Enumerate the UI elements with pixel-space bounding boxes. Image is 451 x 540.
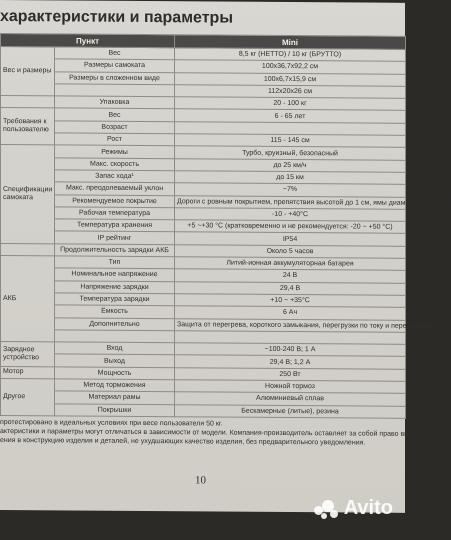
parameter-cell: Метод торможения xyxy=(55,379,175,392)
value-cell: 6 Ач xyxy=(175,306,406,320)
avito-watermark xyxy=(314,497,393,520)
category-cell: Зарядное устройство xyxy=(1,342,55,367)
specs-table xyxy=(0,33,451,419)
category-cell: Вес и размеры xyxy=(1,47,55,97)
value-cell: +5 ~+30 °С (кратковременно и не рекомендуется: -20 ~ +50 °С) xyxy=(175,220,406,234)
value-cell: Ножной тормоз xyxy=(175,380,406,394)
table-row xyxy=(1,403,406,418)
value-cell: Алюминиевый сплав xyxy=(175,392,406,406)
parameter-cell: Рабочая температура xyxy=(55,207,175,220)
value-cell: 112х20х26 см xyxy=(175,85,406,99)
category-cell xyxy=(1,96,55,109)
page-title: характеристики и параметры xyxy=(0,8,233,27)
parameter-cell: Тип xyxy=(55,256,175,269)
parameter-cell: Ёмкость xyxy=(55,305,175,318)
parameter-cell: Упаковка xyxy=(55,96,175,109)
parameter-cell: IP рейтинг xyxy=(55,231,175,244)
parameter-cell: Выход xyxy=(55,354,175,367)
value-cell: Бескамерные (литые), резина xyxy=(175,404,406,418)
parameter-cell: Номинальное напряжение xyxy=(55,268,175,281)
parameter-cell: Вес xyxy=(55,108,175,121)
avito-watermark-text: Avito xyxy=(343,497,393,519)
parameter-cell: Продолжительность зарядки АКБ xyxy=(55,244,175,257)
parameter-cell: Запас хода¹ xyxy=(55,170,175,183)
parameter-cell xyxy=(55,330,175,343)
value-cell: +10 ~ +35°С xyxy=(175,294,406,308)
parameter-cell: Напряжение зарядки xyxy=(55,281,175,294)
column-header-model: Mini xyxy=(175,35,406,50)
value-cell: ~7% xyxy=(175,183,406,197)
column-header-item: Пункт xyxy=(1,34,175,48)
category-cell: Требования к пользователю xyxy=(1,108,55,145)
footnotes xyxy=(0,418,412,448)
footnote-line: ения в конструкцию изделия и деталей, не ухудшающих качество изделия, без предварительного уведомления. xyxy=(0,437,366,447)
value-cell: Защита от перегрева, короткого замыкания, перегрузки по току и перезарядки xyxy=(175,318,406,332)
category-cell: АКБ xyxy=(1,256,55,342)
value-cell: -10 - +40°С xyxy=(175,208,406,222)
category-cell: Другое xyxy=(1,379,55,416)
value-cell: 100х6,7х15,9 см xyxy=(175,72,406,86)
value-cell: 8,5 кг (НЕТТО) / 10 кг (БРУТТО) xyxy=(175,48,406,62)
specs-table-body xyxy=(1,47,451,419)
parameter-cell: Мощность xyxy=(55,367,175,380)
value-cell: 29,4 В; 1,2 А xyxy=(175,355,406,369)
value-cell: 20 - 100 кг xyxy=(175,97,406,111)
value-cell: 29,4 В xyxy=(175,281,406,295)
value-cell: 24 В xyxy=(175,269,406,283)
parameter-cell: Материал рамы xyxy=(55,391,175,404)
page-number: 10 xyxy=(195,474,206,487)
footnote-line: актеристики и параметры могут отличаться в зависимости от модели. Компания-производитель оставляет за собой право вно xyxy=(0,428,412,438)
parameter-cell xyxy=(55,84,175,97)
parameter-cell: Температура хранения xyxy=(55,219,175,232)
value-cell: 250 Вт xyxy=(175,367,406,381)
value-cell: Турбо, круизный, безопасный xyxy=(175,146,406,160)
parameter-cell: Вход xyxy=(55,342,175,355)
value-cell: 100х36,7х92,2 см xyxy=(175,60,406,74)
parameter-cell: Температура зарядки xyxy=(55,293,175,306)
parameter-cell: Макс. преодолеваемый уклон xyxy=(55,182,175,195)
value-cell: до 15 км xyxy=(175,171,406,185)
parameter-cell: Размеры в сложенном виде xyxy=(55,71,175,84)
value-cell: ~100-240 В; 1 А xyxy=(175,343,406,357)
category-cell: Спецификации самоката xyxy=(1,145,55,244)
parameter-cell: Размеры самоката xyxy=(55,59,175,72)
value-cell: IP54 xyxy=(175,232,406,246)
parameter-cell: Рост xyxy=(55,133,175,146)
value-cell: до 25 км/ч xyxy=(175,158,406,172)
parameter-cell: Вес xyxy=(55,47,175,60)
value-cell: Около 5 часов xyxy=(175,244,406,258)
avito-logo-icon xyxy=(314,498,340,520)
value-cell: 115 - 145 см xyxy=(175,134,406,148)
value-cell: Литий-ионная аккумуляторная батарея xyxy=(175,257,406,271)
footnote-line: протестировано в идеальных условиях при весе пользователя 50 кг. xyxy=(0,419,223,428)
parameter-cell: Дополнительно xyxy=(55,317,175,330)
parameter-cell: Рекомендуемое покрытие xyxy=(55,194,175,207)
parameter-cell: Покрышки xyxy=(55,403,175,416)
parameter-cell: Макс. скорость xyxy=(55,158,175,171)
value-cell: Дороги с ровным покрытием, препятствия высотой до 1 см, ямы диаметром до 3 см xyxy=(175,195,406,209)
parameter-cell: Возраст xyxy=(55,121,175,134)
value-cell: 6 - 65 лет xyxy=(175,109,406,123)
category-cell xyxy=(1,243,55,256)
parameter-cell: Режимы xyxy=(55,145,175,158)
category-cell: Мотор xyxy=(1,366,55,379)
